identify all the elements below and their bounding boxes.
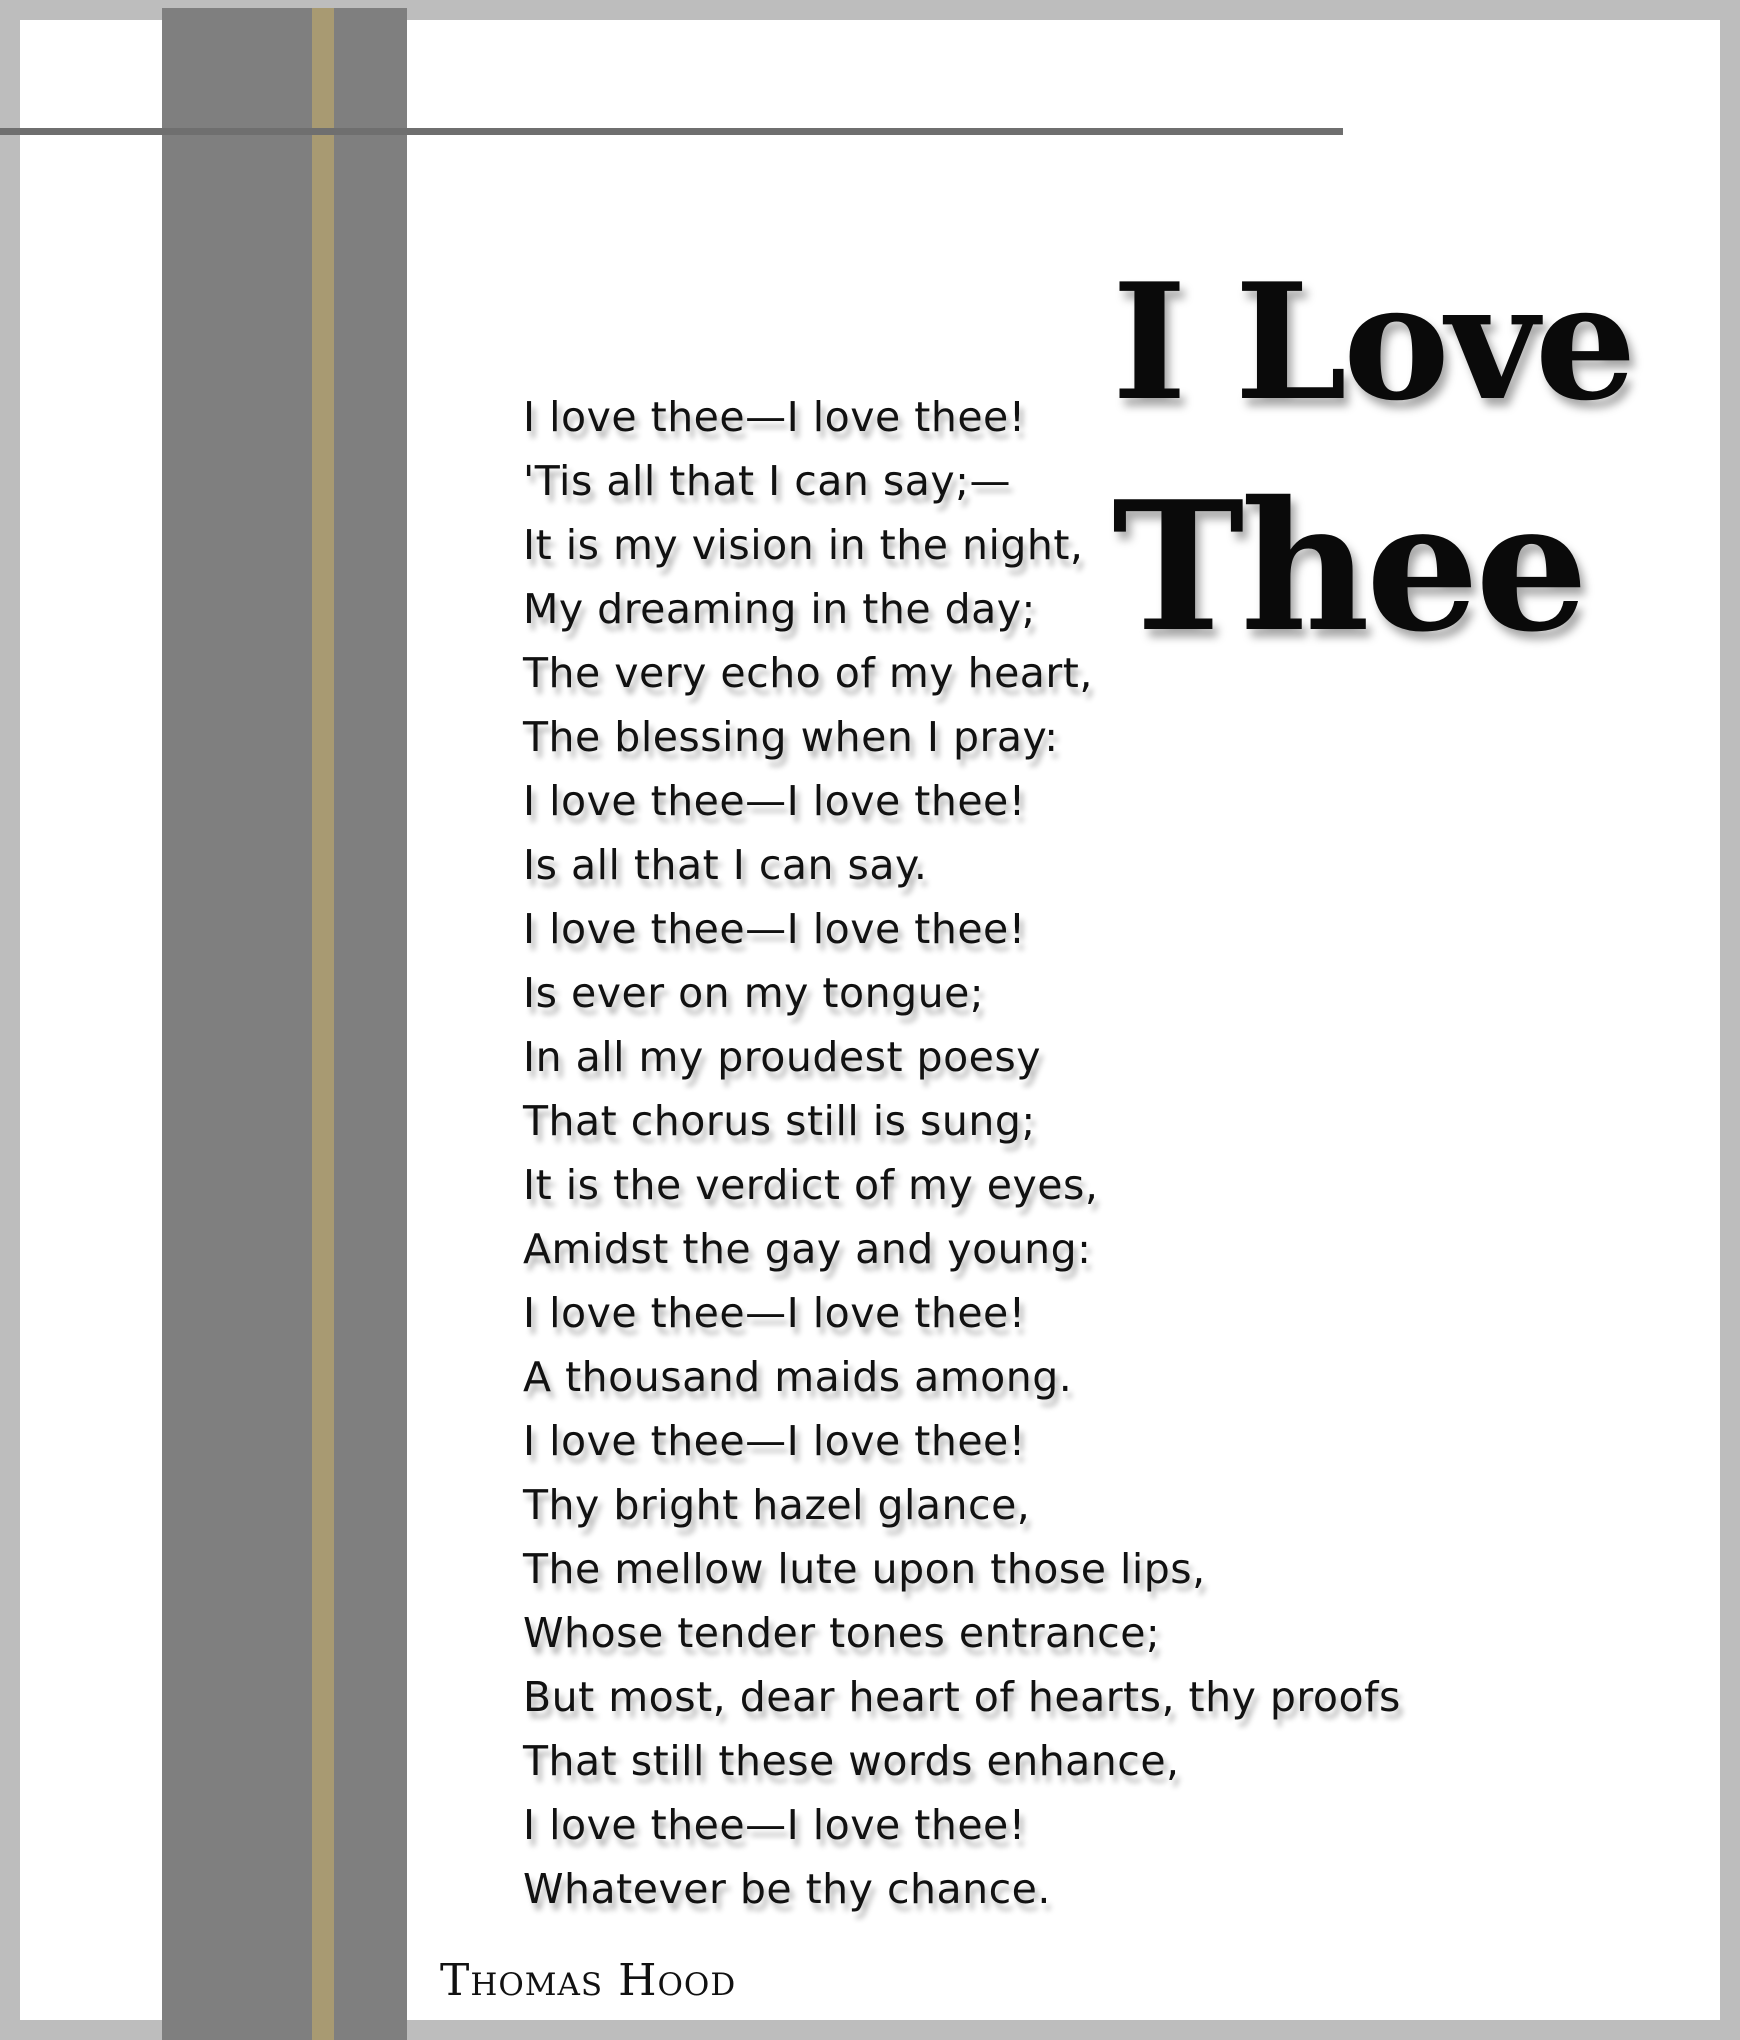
poem-title-line-1: I Love bbox=[1112, 248, 1633, 436]
gray-vertical-band bbox=[162, 8, 407, 2040]
poem-line: 'Tis all that I can say;— bbox=[523, 457, 1011, 505]
poem-line: Thy bright hazel glance, bbox=[523, 1481, 1031, 1529]
poem-line: I love thee—I love thee! bbox=[523, 777, 1026, 825]
poem-line: I love thee—I love thee! bbox=[523, 393, 1026, 441]
poem-line: That still these words enhance, bbox=[523, 1737, 1180, 1785]
poem-line: In all my proudest poesy bbox=[523, 1033, 1042, 1081]
poem-line: It is my vision in the night, bbox=[523, 521, 1084, 569]
poem-line: I love thee—I love thee! bbox=[523, 1417, 1026, 1465]
poem-line: It is the verdict of my eyes, bbox=[523, 1161, 1099, 1209]
poem-line: A thousand maids among. bbox=[523, 1353, 1073, 1401]
poem-line: The very echo of my heart, bbox=[523, 649, 1093, 697]
poem-line: Amidst the gay and young: bbox=[523, 1225, 1092, 1273]
poem-title-line-2: Thee bbox=[1112, 462, 1585, 671]
horizontal-rule bbox=[0, 128, 1343, 135]
poem-line: That chorus still is sung; bbox=[523, 1097, 1036, 1145]
poem-body bbox=[523, 385, 1401, 1921]
poem-line: Is all that I can say. bbox=[523, 841, 928, 889]
poem-author: Thomas Hood bbox=[440, 1955, 737, 2006]
poem-line: Whatever be thy chance. bbox=[523, 1865, 1051, 1913]
poem-line: Is ever on my tongue; bbox=[523, 969, 985, 1017]
poem-line: But most, dear heart of hearts, thy proofs bbox=[523, 1673, 1401, 1721]
poem-line: Whose tender tones entrance; bbox=[523, 1609, 1161, 1657]
poem-line: The mellow lute upon those lips, bbox=[523, 1545, 1206, 1593]
gold-vertical-stripe bbox=[312, 8, 334, 2040]
poem-line: I love thee—I love thee! bbox=[523, 1801, 1026, 1849]
poem-line: The blessing when I pray: bbox=[523, 713, 1059, 761]
poem-line: I love thee—I love thee! bbox=[523, 905, 1026, 953]
poem-line: My dreaming in the day; bbox=[523, 585, 1036, 633]
poem-line: I love thee—I love thee! bbox=[523, 1289, 1026, 1337]
